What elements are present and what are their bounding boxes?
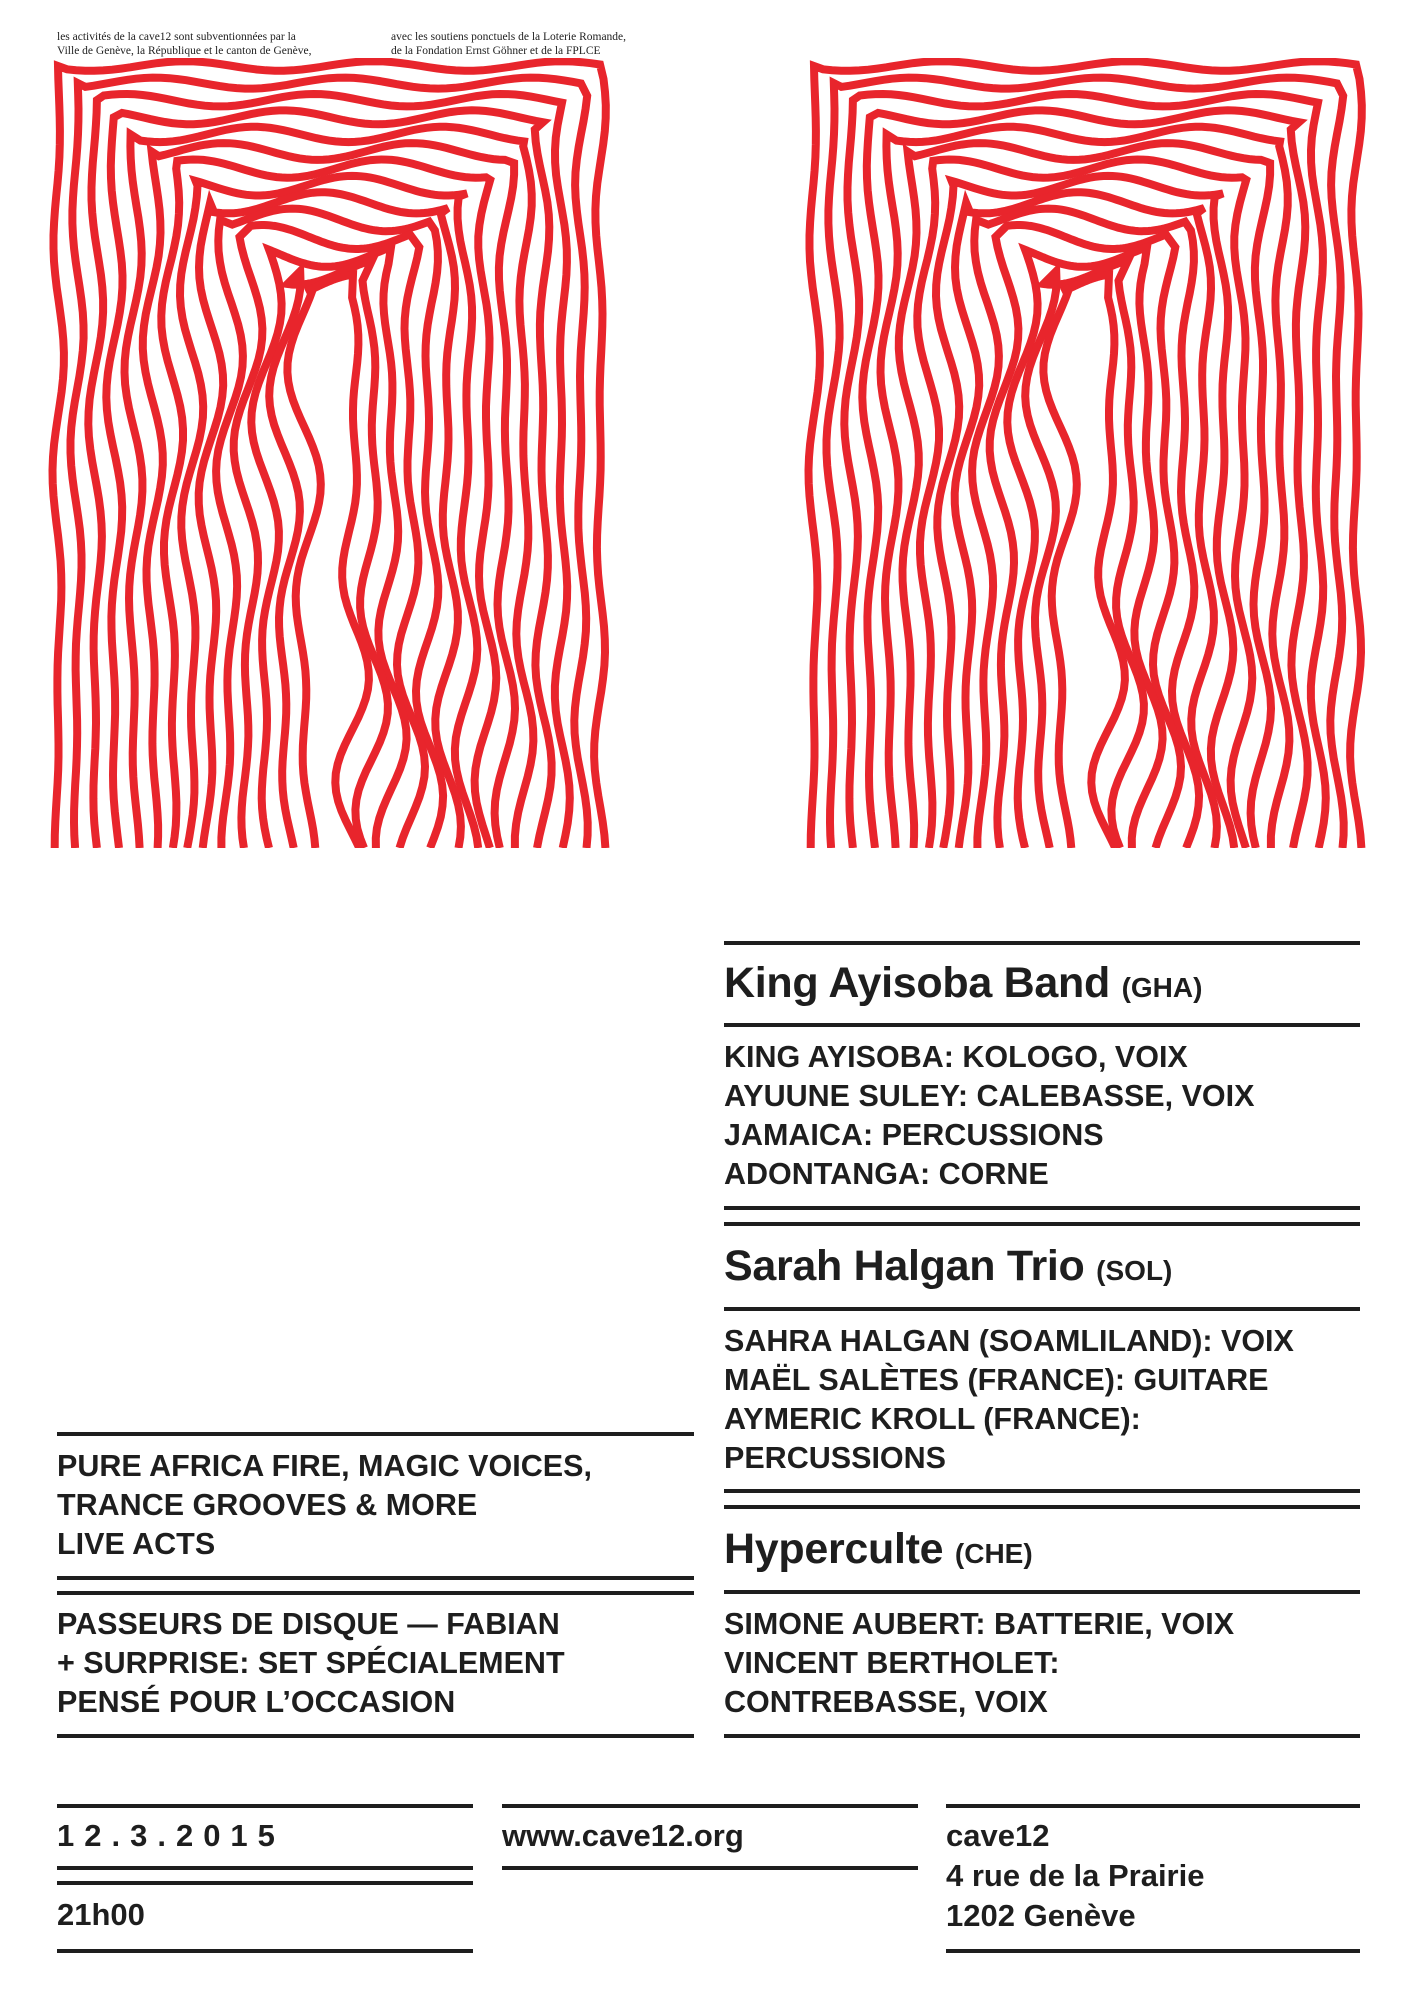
art-stripe bbox=[287, 275, 369, 848]
member-line: KING AYISOBA: KOLOGO, VOIX bbox=[724, 1040, 1188, 1074]
rule bbox=[57, 1591, 694, 1595]
rule bbox=[724, 1489, 1360, 1493]
artwork-right bbox=[800, 58, 1370, 848]
tagline-line: TRANCE GROOVES & MORE bbox=[57, 1488, 478, 1522]
venue-line: 1202 Genève bbox=[946, 1898, 1136, 1933]
artwork-left bbox=[44, 58, 614, 848]
band-name: Sarah Halgan Trio (SOL) bbox=[724, 1242, 1173, 1290]
band-origin: (CHE) bbox=[954, 1538, 1033, 1569]
member-line: VINCENT BERTHOLET: bbox=[724, 1646, 1060, 1680]
member-line: SIMONE AUBERT: BATTERIE, VOIX bbox=[724, 1607, 1235, 1641]
rule bbox=[57, 1734, 694, 1738]
rule bbox=[57, 1576, 694, 1580]
art-stripe bbox=[1007, 247, 1162, 848]
credit-line: les activités de la cave12 sont subventionnées par la bbox=[57, 31, 296, 43]
band-members bbox=[724, 1038, 1254, 1194]
art-stripe bbox=[1043, 275, 1125, 848]
band-members bbox=[724, 1322, 1294, 1478]
rule bbox=[57, 1949, 473, 1953]
band-origin: (GHA) bbox=[1121, 972, 1203, 1003]
credit-line: Ville de Genève, la République et le canton de Genève, bbox=[57, 45, 312, 57]
rule bbox=[57, 1881, 473, 1885]
rule bbox=[946, 1804, 1360, 1808]
member-line: SAHRA HALGAN (SOAMLILAND): VOIX bbox=[724, 1324, 1294, 1358]
rule bbox=[724, 1590, 1360, 1594]
rule bbox=[724, 1734, 1360, 1738]
member-line: MAËL SALÈTES (FRANCE): GUITARE bbox=[724, 1363, 1269, 1397]
venue-line: 4 rue de la Prairie bbox=[946, 1858, 1205, 1893]
rule bbox=[724, 1023, 1360, 1027]
venue-address bbox=[946, 1816, 1204, 1936]
rule bbox=[502, 1804, 918, 1808]
rule bbox=[946, 1949, 1360, 1953]
rule bbox=[502, 1866, 918, 1870]
band-name: Hyperculte (CHE) bbox=[724, 1525, 1033, 1573]
rule bbox=[724, 941, 1360, 945]
member-line: AYMERIC KROLL (FRANCE): bbox=[724, 1402, 1141, 1436]
member-line: CONTREBASSE, VOIX bbox=[724, 1685, 1048, 1719]
event-date: 12.3.2015 bbox=[57, 1818, 285, 1853]
art-stripe bbox=[251, 247, 406, 848]
band-members bbox=[724, 1605, 1234, 1722]
event-time: 21h00 bbox=[57, 1897, 145, 1932]
dj-line: PENSÉ POUR L’OCCASION bbox=[57, 1685, 456, 1719]
tagline bbox=[57, 1447, 592, 1564]
credit-line: de la Fondation Ernst Göhner et de la FPLCE bbox=[391, 45, 601, 57]
rule bbox=[724, 1206, 1360, 1210]
band-name: King Ayisoba Band (GHA) bbox=[724, 959, 1203, 1007]
band-origin: (SOL) bbox=[1096, 1255, 1173, 1286]
member-line: PERCUSSIONS bbox=[724, 1441, 947, 1475]
credits-right bbox=[391, 30, 626, 58]
credit-line: avec les soutiens ponctuels de la Loterie Romande, bbox=[391, 31, 627, 43]
rule bbox=[724, 1307, 1360, 1311]
dj-info bbox=[57, 1605, 565, 1722]
dj-line: + SURPRISE: SET SPÉCIALEMENT bbox=[57, 1646, 565, 1680]
member-line: JAMAICA: PERCUSSIONS bbox=[724, 1118, 1104, 1152]
rule bbox=[57, 1432, 694, 1436]
rule bbox=[57, 1866, 473, 1870]
rule bbox=[724, 1505, 1360, 1509]
member-line: ADONTANGA: CORNE bbox=[724, 1157, 1049, 1191]
rule bbox=[724, 1222, 1360, 1226]
member-line: AYUUNE SULEY: CALEBASSE, VOIX bbox=[724, 1079, 1255, 1113]
tagline-line: LIVE ACTS bbox=[57, 1527, 216, 1561]
dj-line: PASSEURS DE DISQUE — FABIAN bbox=[57, 1607, 560, 1641]
tagline-line: PURE AFRICA FIRE, MAGIC VOICES, bbox=[57, 1449, 592, 1483]
website-link[interactable]: www.cave12.org bbox=[502, 1818, 744, 1853]
credits-left bbox=[57, 30, 311, 58]
rule bbox=[57, 1804, 473, 1808]
venue-line: cave12 bbox=[946, 1818, 1050, 1853]
